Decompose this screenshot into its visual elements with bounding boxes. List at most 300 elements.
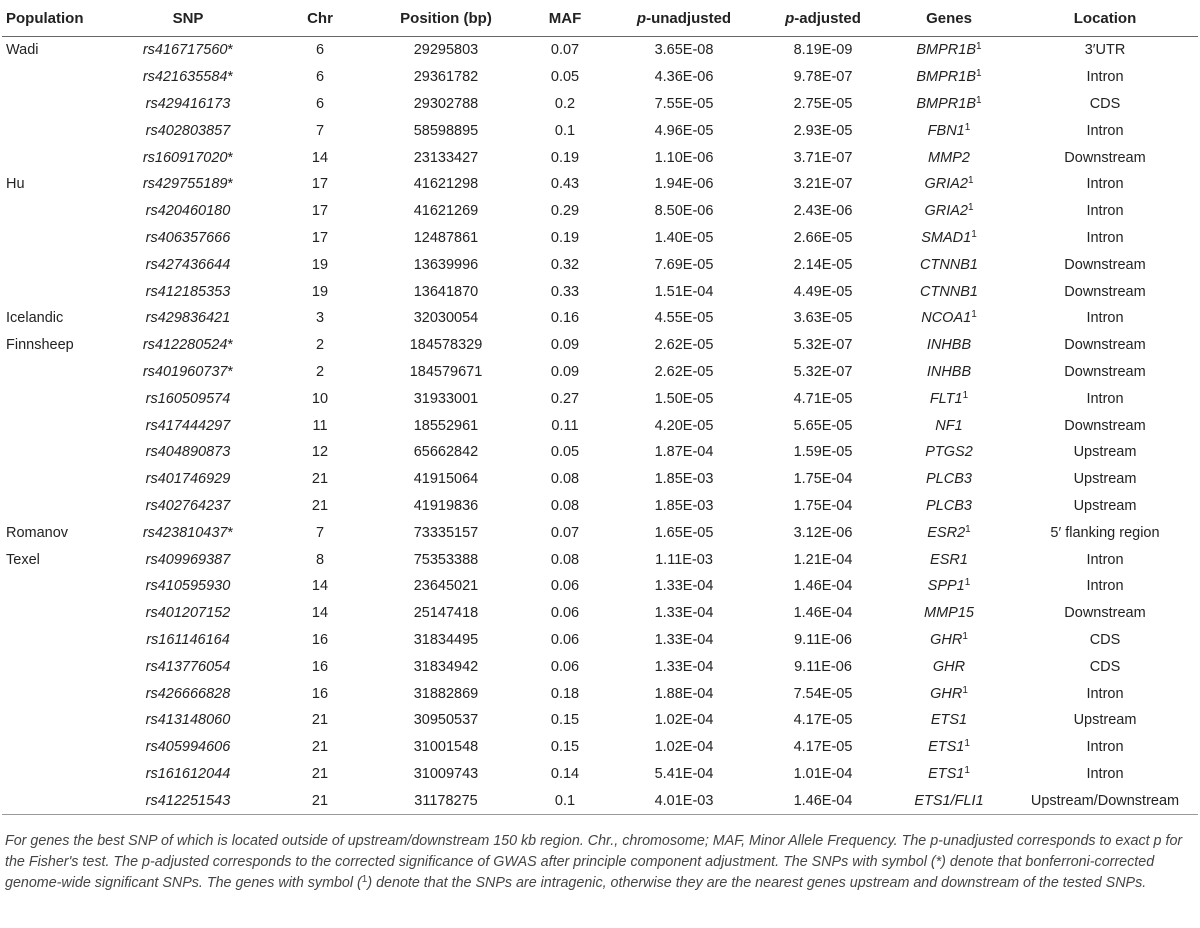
cell-p-unadjusted [608, 546, 760, 573]
cell-maf-text: 0.08 [550, 471, 580, 488]
cell-position [370, 519, 522, 546]
cell-gene-text: BMPR1B [916, 95, 977, 112]
cell-snp [106, 305, 270, 332]
cell-gene [886, 546, 1012, 573]
cell-maf [522, 144, 608, 171]
cell-location [1012, 171, 1198, 198]
header-p-adjusted [760, 0, 886, 37]
header-p-unadjusted [608, 0, 760, 37]
cell-chr [270, 653, 370, 680]
cell-chr-text: 21 [311, 792, 329, 809]
cell-maf-text: 0.2 [554, 95, 576, 112]
cell-p-adjusted-text: 4.71E-05 [793, 390, 853, 407]
table-row [2, 385, 1198, 412]
cell-gene-text: ETS1 [928, 739, 965, 756]
cell-chr-text: 2 [315, 337, 325, 354]
cell-p-adjusted-text: 9.11E-06 [794, 631, 852, 648]
footnote-text-2: ) denote that the SNPs are intragenic, otherwise they are the nearest genes upstream and downstream of the tested SNPs. [367, 875, 1147, 891]
cell-p-adjusted [760, 251, 886, 278]
cell-snp [106, 37, 270, 64]
cell-position [370, 787, 522, 814]
cell-snp-text: rs429836421 [145, 310, 231, 327]
cell-population [2, 761, 106, 788]
cell-gene [886, 707, 1012, 734]
cell-maf [522, 198, 608, 225]
cell-snp [106, 439, 270, 466]
cell-maf-text: 0.29 [550, 203, 580, 220]
cell-p-unadjusted [608, 251, 760, 278]
cell-p-unadjusted [608, 734, 760, 761]
cell-p-adjusted-text: 5.32E-07 [793, 337, 853, 354]
cell-population [2, 627, 106, 654]
cell-position-text: 41919836 [413, 497, 479, 514]
cell-location [1012, 225, 1198, 252]
cell-snp-text: rs429755189 [142, 176, 228, 193]
significance-mark: * [227, 337, 234, 354]
cell-position-text: 13641870 [413, 283, 479, 300]
cell-maf-text: 0.06 [550, 578, 580, 595]
cell-population-text: Hu [6, 176, 25, 193]
cell-gene-text: PLCB3 [926, 471, 972, 488]
cell-gene [886, 117, 1012, 144]
cell-gene-text: PTGS2 [925, 444, 973, 461]
cell-p-adjusted-text: 3.63E-05 [793, 310, 853, 327]
cell-chr-text: 17 [311, 176, 329, 193]
cell-position-text: 41621269 [413, 203, 479, 220]
header-p-unadjusted-prefix: p [636, 9, 647, 27]
cell-gene-text: PLCB3 [926, 497, 972, 514]
cell-p-unadjusted [608, 519, 760, 546]
cell-snp-text: rs412280524 [142, 337, 228, 354]
cell-chr [270, 251, 370, 278]
table-row [2, 627, 1198, 654]
intragenic-mark: 1 [971, 309, 977, 321]
cell-maf-text: 0.08 [550, 497, 580, 514]
cell-snp-text: rs426666828 [145, 685, 231, 702]
cell-p-unadjusted [608, 198, 760, 225]
cell-gene-text: GHR [930, 685, 963, 702]
cell-location [1012, 385, 1198, 412]
cell-gene [886, 198, 1012, 225]
cell-gene [886, 412, 1012, 439]
table-row [2, 466, 1198, 493]
cell-snp [106, 332, 270, 359]
cell-p-adjusted-text: 2.75E-05 [793, 95, 853, 112]
cell-p-adjusted-text: 5.65E-05 [793, 417, 853, 434]
cell-gene-text: BMPR1B [916, 42, 977, 59]
cell-position-text: 31882869 [413, 685, 479, 702]
table-row [2, 359, 1198, 386]
cell-position-text: 18552961 [413, 417, 479, 434]
cell-gene [886, 519, 1012, 546]
cell-position [370, 573, 522, 600]
cell-maf [522, 734, 608, 761]
cell-p-unadjusted-text: 1.33E-04 [654, 578, 714, 595]
cell-position [370, 466, 522, 493]
cell-chr-text: 19 [311, 256, 329, 273]
cell-p-unadjusted-text: 1.02E-04 [654, 739, 714, 756]
cell-snp [106, 600, 270, 627]
cell-population-text: Romanov [6, 524, 69, 541]
cell-chr [270, 144, 370, 171]
cell-gene [886, 493, 1012, 520]
cell-population [2, 680, 106, 707]
cell-location [1012, 546, 1198, 573]
cell-p-unadjusted-text: 2.62E-05 [654, 337, 714, 354]
table-row [2, 305, 1198, 332]
cell-location-text: CDS [1089, 658, 1121, 675]
cell-maf-text: 0.14 [550, 765, 580, 782]
cell-p-unadjusted [608, 707, 760, 734]
cell-chr [270, 171, 370, 198]
cell-location [1012, 627, 1198, 654]
cell-p-adjusted-text: 2.43E-06 [793, 203, 853, 220]
cell-maf-text: 0.05 [550, 69, 580, 86]
cell-p-adjusted [760, 573, 886, 600]
cell-location-text: Intron [1086, 122, 1124, 139]
cell-chr-text: 14 [311, 149, 329, 166]
cell-population [2, 171, 106, 198]
cell-p-unadjusted [608, 680, 760, 707]
table-row [2, 707, 1198, 734]
cell-position [370, 439, 522, 466]
cell-location [1012, 278, 1198, 305]
cell-p-adjusted-text: 9.78E-07 [793, 69, 853, 86]
intragenic-mark: 1 [964, 738, 970, 750]
cell-location [1012, 466, 1198, 493]
cell-chr [270, 546, 370, 573]
cell-gene-text: ESR1 [930, 551, 968, 568]
cell-population [2, 198, 106, 225]
cell-position-text: 73335157 [413, 524, 479, 541]
cell-location [1012, 198, 1198, 225]
cell-p-unadjusted [608, 439, 760, 466]
cell-chr [270, 278, 370, 305]
cell-maf [522, 225, 608, 252]
cell-snp [106, 278, 270, 305]
cell-snp [106, 466, 270, 493]
cell-snp-text: rs429416173 [145, 95, 231, 112]
cell-population [2, 519, 106, 546]
intragenic-mark: 1 [976, 41, 982, 53]
cell-chr-text: 6 [315, 95, 325, 112]
cell-location-text: Upstream [1073, 497, 1137, 514]
cell-gene-text: GRIA2 [924, 176, 968, 193]
cell-location-text: Downstream [1064, 283, 1146, 300]
cell-position-text: 23133427 [413, 149, 479, 166]
cell-p-adjusted [760, 144, 886, 171]
cell-maf-text: 0.09 [550, 363, 580, 380]
cell-location [1012, 493, 1198, 520]
significance-mark: * [227, 149, 234, 166]
cell-location-text: Intron [1086, 739, 1124, 756]
cell-snp-text: rs427436644 [145, 256, 231, 273]
cell-snp [106, 493, 270, 520]
table-row [2, 332, 1198, 359]
cell-population [2, 466, 106, 493]
cell-p-unadjusted-text: 1.94E-06 [654, 176, 714, 193]
cell-maf [522, 37, 608, 64]
cell-location-text: Upstream [1073, 712, 1137, 729]
cell-location-text: Downstream [1064, 417, 1146, 434]
intragenic-mark: 1 [962, 389, 969, 401]
cell-location [1012, 251, 1198, 278]
cell-p-adjusted [760, 64, 886, 91]
cell-population [2, 225, 106, 252]
cell-p-unadjusted [608, 37, 760, 64]
cell-chr [270, 493, 370, 520]
cell-position [370, 680, 522, 707]
cell-maf [522, 573, 608, 600]
cell-location-text: Intron [1086, 69, 1124, 86]
table-header-row [2, 0, 1198, 37]
cell-position [370, 144, 522, 171]
cell-chr-text: 14 [311, 605, 329, 622]
cell-maf [522, 493, 608, 520]
cell-snp-text: rs412251543 [145, 792, 231, 809]
cell-p-unadjusted-text: 1.11E-03 [655, 551, 713, 568]
cell-population [2, 412, 106, 439]
cell-chr-text: 16 [311, 631, 329, 648]
cell-chr [270, 573, 370, 600]
table-row [2, 439, 1198, 466]
table-row [2, 600, 1198, 627]
intragenic-mark: 1 [964, 764, 970, 776]
cell-location [1012, 600, 1198, 627]
cell-population-text: Texel [6, 551, 40, 568]
cell-position-text: 58598895 [413, 122, 479, 139]
cell-maf [522, 787, 608, 814]
cell-position [370, 734, 522, 761]
cell-chr [270, 787, 370, 814]
cell-snp [106, 787, 270, 814]
intragenic-mark: 1 [964, 577, 971, 589]
cell-location-text: Downstream [1064, 149, 1146, 166]
cell-p-adjusted-text: 2.66E-05 [793, 229, 853, 246]
cell-snp [106, 653, 270, 680]
cell-p-adjusted [760, 787, 886, 814]
cell-position [370, 385, 522, 412]
footnote-text-1: For genes the best SNP of which is located outside of upstream/downstream 150 kb region. Chr., chromosome; MAF, Minor Allele Frequency. The p-unadjusted corresponds to exact p for the Fisher's test. The p-adjusted corresponds to the corrected significance of GWAS after principle component adjustment. The SNPs with symbol (*) denote that bonferroni-corrected genome-wide significant SNPs. The genes with symbol ( [5, 833, 1183, 891]
cell-position-text: 31834942 [413, 658, 479, 675]
cell-p-unadjusted-text: 3.65E-08 [654, 42, 714, 59]
table-row [2, 91, 1198, 118]
cell-position-text: 65662842 [413, 444, 479, 461]
cell-chr-text: 10 [311, 390, 329, 407]
cell-location-text: Intron [1086, 765, 1124, 782]
cell-gene [886, 171, 1012, 198]
cell-chr-text: 21 [311, 497, 329, 514]
significance-mark: * [227, 363, 234, 380]
cell-chr-text: 17 [311, 203, 329, 220]
cell-snp [106, 412, 270, 439]
cell-gene [886, 91, 1012, 118]
cell-population-text: Wadi [6, 42, 39, 59]
cell-location [1012, 64, 1198, 91]
cell-chr [270, 680, 370, 707]
cell-p-adjusted-text: 5.32E-07 [793, 363, 853, 380]
cell-p-adjusted [760, 91, 886, 118]
cell-p-unadjusted-text: 4.01E-03 [654, 792, 714, 809]
cell-p-unadjusted-text: 5.41E-04 [654, 765, 714, 782]
cell-chr [270, 359, 370, 386]
cell-p-adjusted [760, 546, 886, 573]
cell-maf [522, 385, 608, 412]
cell-snp-text: rs402764237 [145, 497, 231, 514]
cell-p-unadjusted-text: 1.85E-03 [654, 471, 714, 488]
cell-chr-text: 21 [311, 471, 329, 488]
cell-location-text: 5′ flanking region [1050, 524, 1160, 541]
header-p-adjusted-prefix: p [785, 9, 795, 27]
cell-population [2, 359, 106, 386]
cell-position [370, 171, 522, 198]
cell-gene [886, 225, 1012, 252]
cell-maf [522, 466, 608, 493]
cell-chr-text: 6 [315, 42, 325, 59]
cell-position-text: 41915064 [413, 471, 479, 488]
cell-position-text: 23645021 [413, 578, 479, 595]
cell-p-adjusted-text: 3.21E-07 [793, 176, 853, 193]
cell-maf [522, 653, 608, 680]
cell-p-unadjusted [608, 225, 760, 252]
cell-p-adjusted [760, 680, 886, 707]
header-population: Population [2, 0, 106, 37]
cell-p-adjusted [760, 627, 886, 654]
cell-location-text: Upstream [1073, 444, 1137, 461]
cell-snp-text: rs412185353 [145, 283, 231, 300]
cell-p-adjusted-text: 7.54E-05 [793, 685, 853, 702]
cell-snp-text: rs409969387 [145, 551, 231, 568]
cell-p-adjusted [760, 117, 886, 144]
cell-gene [886, 144, 1012, 171]
cell-chr-text: 19 [311, 283, 329, 300]
cell-snp [106, 171, 270, 198]
cell-snp [106, 734, 270, 761]
cell-gene [886, 627, 1012, 654]
cell-chr-text: 7 [315, 122, 325, 139]
cell-snp [106, 707, 270, 734]
cell-p-unadjusted-text: 1.88E-04 [654, 685, 714, 702]
cell-p-unadjusted-text: 7.69E-05 [654, 256, 714, 273]
cell-p-unadjusted-text: 1.33E-04 [654, 631, 714, 648]
cell-chr [270, 305, 370, 332]
cell-gene-text: NCOA1 [921, 310, 972, 327]
cell-gene [886, 600, 1012, 627]
cell-gene [886, 37, 1012, 64]
intragenic-mark: 1 [965, 523, 971, 535]
cell-position [370, 305, 522, 332]
cell-position [370, 64, 522, 91]
cell-p-adjusted [760, 734, 886, 761]
cell-p-unadjusted [608, 278, 760, 305]
cell-p-adjusted-text: 3.12E-06 [793, 524, 853, 541]
cell-p-adjusted-text: 8.19E-09 [793, 42, 853, 59]
table-row [2, 278, 1198, 305]
cell-position-text: 29302788 [413, 95, 479, 112]
cell-snp-text: rs161146164 [146, 631, 230, 648]
cell-p-unadjusted-text: 4.55E-05 [654, 310, 714, 327]
cell-location [1012, 144, 1198, 171]
cell-gene [886, 278, 1012, 305]
cell-chr-text: 8 [315, 551, 325, 568]
cell-gene-text: ESR2 [927, 524, 966, 541]
intragenic-mark: 1 [964, 121, 971, 133]
cell-chr [270, 466, 370, 493]
cell-maf-text: 0.05 [550, 444, 580, 461]
cell-location [1012, 305, 1198, 332]
significance-mark: * [227, 524, 234, 541]
cell-p-adjusted-text: 4.17E-05 [793, 712, 853, 729]
cell-gene [886, 787, 1012, 814]
cell-maf-text: 0.06 [550, 658, 580, 675]
cell-location [1012, 680, 1198, 707]
cell-position [370, 761, 522, 788]
header-p-unadjusted-suffix: -unadjusted [646, 9, 732, 27]
cell-snp [106, 91, 270, 118]
cell-gene-text: NF1 [935, 417, 963, 434]
table-row [2, 493, 1198, 520]
cell-gene [886, 251, 1012, 278]
cell-chr [270, 37, 370, 64]
cell-maf-text: 0.1 [554, 122, 576, 139]
cell-location-text: Intron [1086, 229, 1124, 246]
cell-p-adjusted [760, 707, 886, 734]
cell-position-text: 13639996 [413, 256, 479, 273]
cell-population-text: Finnsheep [6, 337, 74, 354]
cell-maf-text: 0.11 [551, 417, 579, 434]
cell-chr-text: 17 [311, 229, 329, 246]
cell-p-adjusted-text: 2.93E-05 [793, 122, 853, 139]
cell-gene-text: GHR [930, 631, 963, 648]
cell-gene [886, 653, 1012, 680]
cell-location-text: Downstream [1064, 363, 1146, 380]
cell-population [2, 600, 106, 627]
cell-p-unadjusted [608, 600, 760, 627]
cell-population [2, 707, 106, 734]
cell-gene-text: BMPR1B [916, 69, 977, 86]
cell-snp-text: rs401207152 [145, 605, 231, 622]
cell-p-adjusted [760, 519, 886, 546]
cell-gene [886, 466, 1012, 493]
cell-location [1012, 332, 1198, 359]
cell-p-adjusted [760, 332, 886, 359]
cell-location-text: Intron [1086, 203, 1124, 220]
table-row [2, 117, 1198, 144]
cell-location [1012, 37, 1198, 64]
cell-location [1012, 519, 1198, 546]
cell-maf-text: 0.33 [550, 283, 580, 300]
cell-position [370, 653, 522, 680]
cell-p-adjusted-text: 2.14E-05 [793, 256, 853, 273]
cell-snp-text: rs406357666 [145, 229, 231, 246]
cell-chr-text: 16 [311, 658, 329, 675]
cell-p-unadjusted [608, 627, 760, 654]
cell-p-unadjusted [608, 466, 760, 493]
cell-p-unadjusted-text: 1.02E-04 [654, 712, 714, 729]
cell-chr [270, 198, 370, 225]
cell-snp [106, 761, 270, 788]
cell-snp [106, 385, 270, 412]
cell-p-adjusted [760, 225, 886, 252]
table-footnote [5, 831, 1195, 894]
cell-maf [522, 91, 608, 118]
cell-position-text: 31178275 [414, 792, 478, 809]
cell-location-text: Intron [1086, 578, 1124, 595]
cell-population [2, 251, 106, 278]
cell-gene-text: SMAD1 [921, 229, 972, 246]
cell-population [2, 37, 106, 64]
cell-p-unadjusted-text: 1.85E-03 [654, 497, 714, 514]
